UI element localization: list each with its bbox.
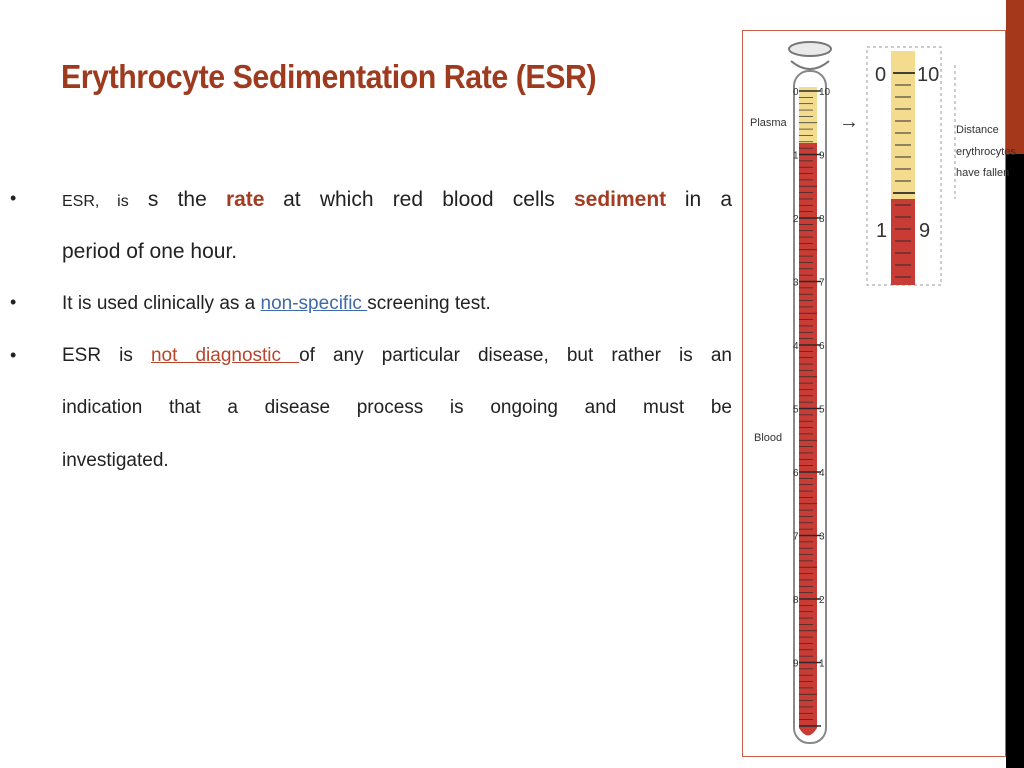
not-diagnostic-link[interactable]: not diagnostic xyxy=(150,345,300,366)
left-scale-label: 6 xyxy=(793,468,799,479)
right-scale-label: 5 xyxy=(819,404,825,416)
left-scale-label: 5 xyxy=(793,404,799,416)
page-title: Erythrocyte Sedimentation Rate (ESR) xyxy=(61,58,597,95)
right-scale-label: 10 xyxy=(819,87,831,98)
blood-label: Blood xyxy=(754,432,783,444)
right-scale-label: 1 xyxy=(819,658,825,670)
bullet-marker: • xyxy=(10,292,17,312)
left-scale-label: 4 xyxy=(793,341,799,352)
right-scale-label: 6 xyxy=(819,341,825,352)
left-scale-label: 9 xyxy=(793,658,799,670)
edge-accent xyxy=(1006,0,1024,154)
term-sediment: sediment xyxy=(573,188,667,211)
bullet-3-line-3: investigated. xyxy=(62,450,169,471)
caption-line-3: have fallen xyxy=(956,167,1010,179)
right-scale-label: 3 xyxy=(819,531,825,543)
right-scale-label: 2 xyxy=(819,595,825,606)
bullet-marker: • xyxy=(10,188,17,208)
zoom-label-9: 9 xyxy=(919,220,931,242)
caption-line-2: erythrocytes xyxy=(956,146,1016,158)
bullet-2: It is used clinically as a non-specific screening test. xyxy=(62,293,491,314)
right-scale-label: 7 xyxy=(819,277,825,289)
right-scale-label: 8 xyxy=(819,214,825,225)
caption-line-1: Distance xyxy=(956,124,999,136)
right-scale-label: 4 xyxy=(819,468,825,479)
esr-tube-figure xyxy=(742,30,1016,757)
term-rate: rate xyxy=(225,188,265,211)
bullet-1-line-2: period of one hour. xyxy=(62,240,238,263)
zoom-label-1: 1 xyxy=(876,220,888,242)
plasma-label: Plasma xyxy=(750,117,787,129)
arrow-icon: → xyxy=(839,111,859,133)
left-scale-label: 7 xyxy=(793,531,799,543)
bullet-3-line-1: ESR is not diagnostic of any particular disease, but rather is an xyxy=(62,345,732,366)
right-scale-label: 9 xyxy=(819,150,825,162)
left-scale-label: 3 xyxy=(793,277,799,289)
westergren-tube-diagram xyxy=(743,31,1016,758)
zoom-label-0: 0 xyxy=(875,64,887,86)
bullet-3-line-2: indication that a disease process is ongoing and must be xyxy=(62,397,732,418)
zoom-label-10: 10 xyxy=(917,64,940,86)
zoom-blood xyxy=(891,199,915,285)
tube-lip xyxy=(791,61,829,69)
bullet-1-line-1: ESR, is s the rate at which red blood cells sediment in a xyxy=(62,188,733,211)
tube-cap xyxy=(789,42,831,56)
left-scale-label: 2 xyxy=(793,214,799,225)
left-scale-label: 0 xyxy=(793,87,799,98)
left-scale-label: 8 xyxy=(793,595,799,606)
bullet-marker: • xyxy=(10,345,17,365)
non-specific-link[interactable]: non-specific xyxy=(260,293,368,314)
left-scale-label: 1 xyxy=(793,150,799,162)
plasma-column xyxy=(799,87,817,143)
